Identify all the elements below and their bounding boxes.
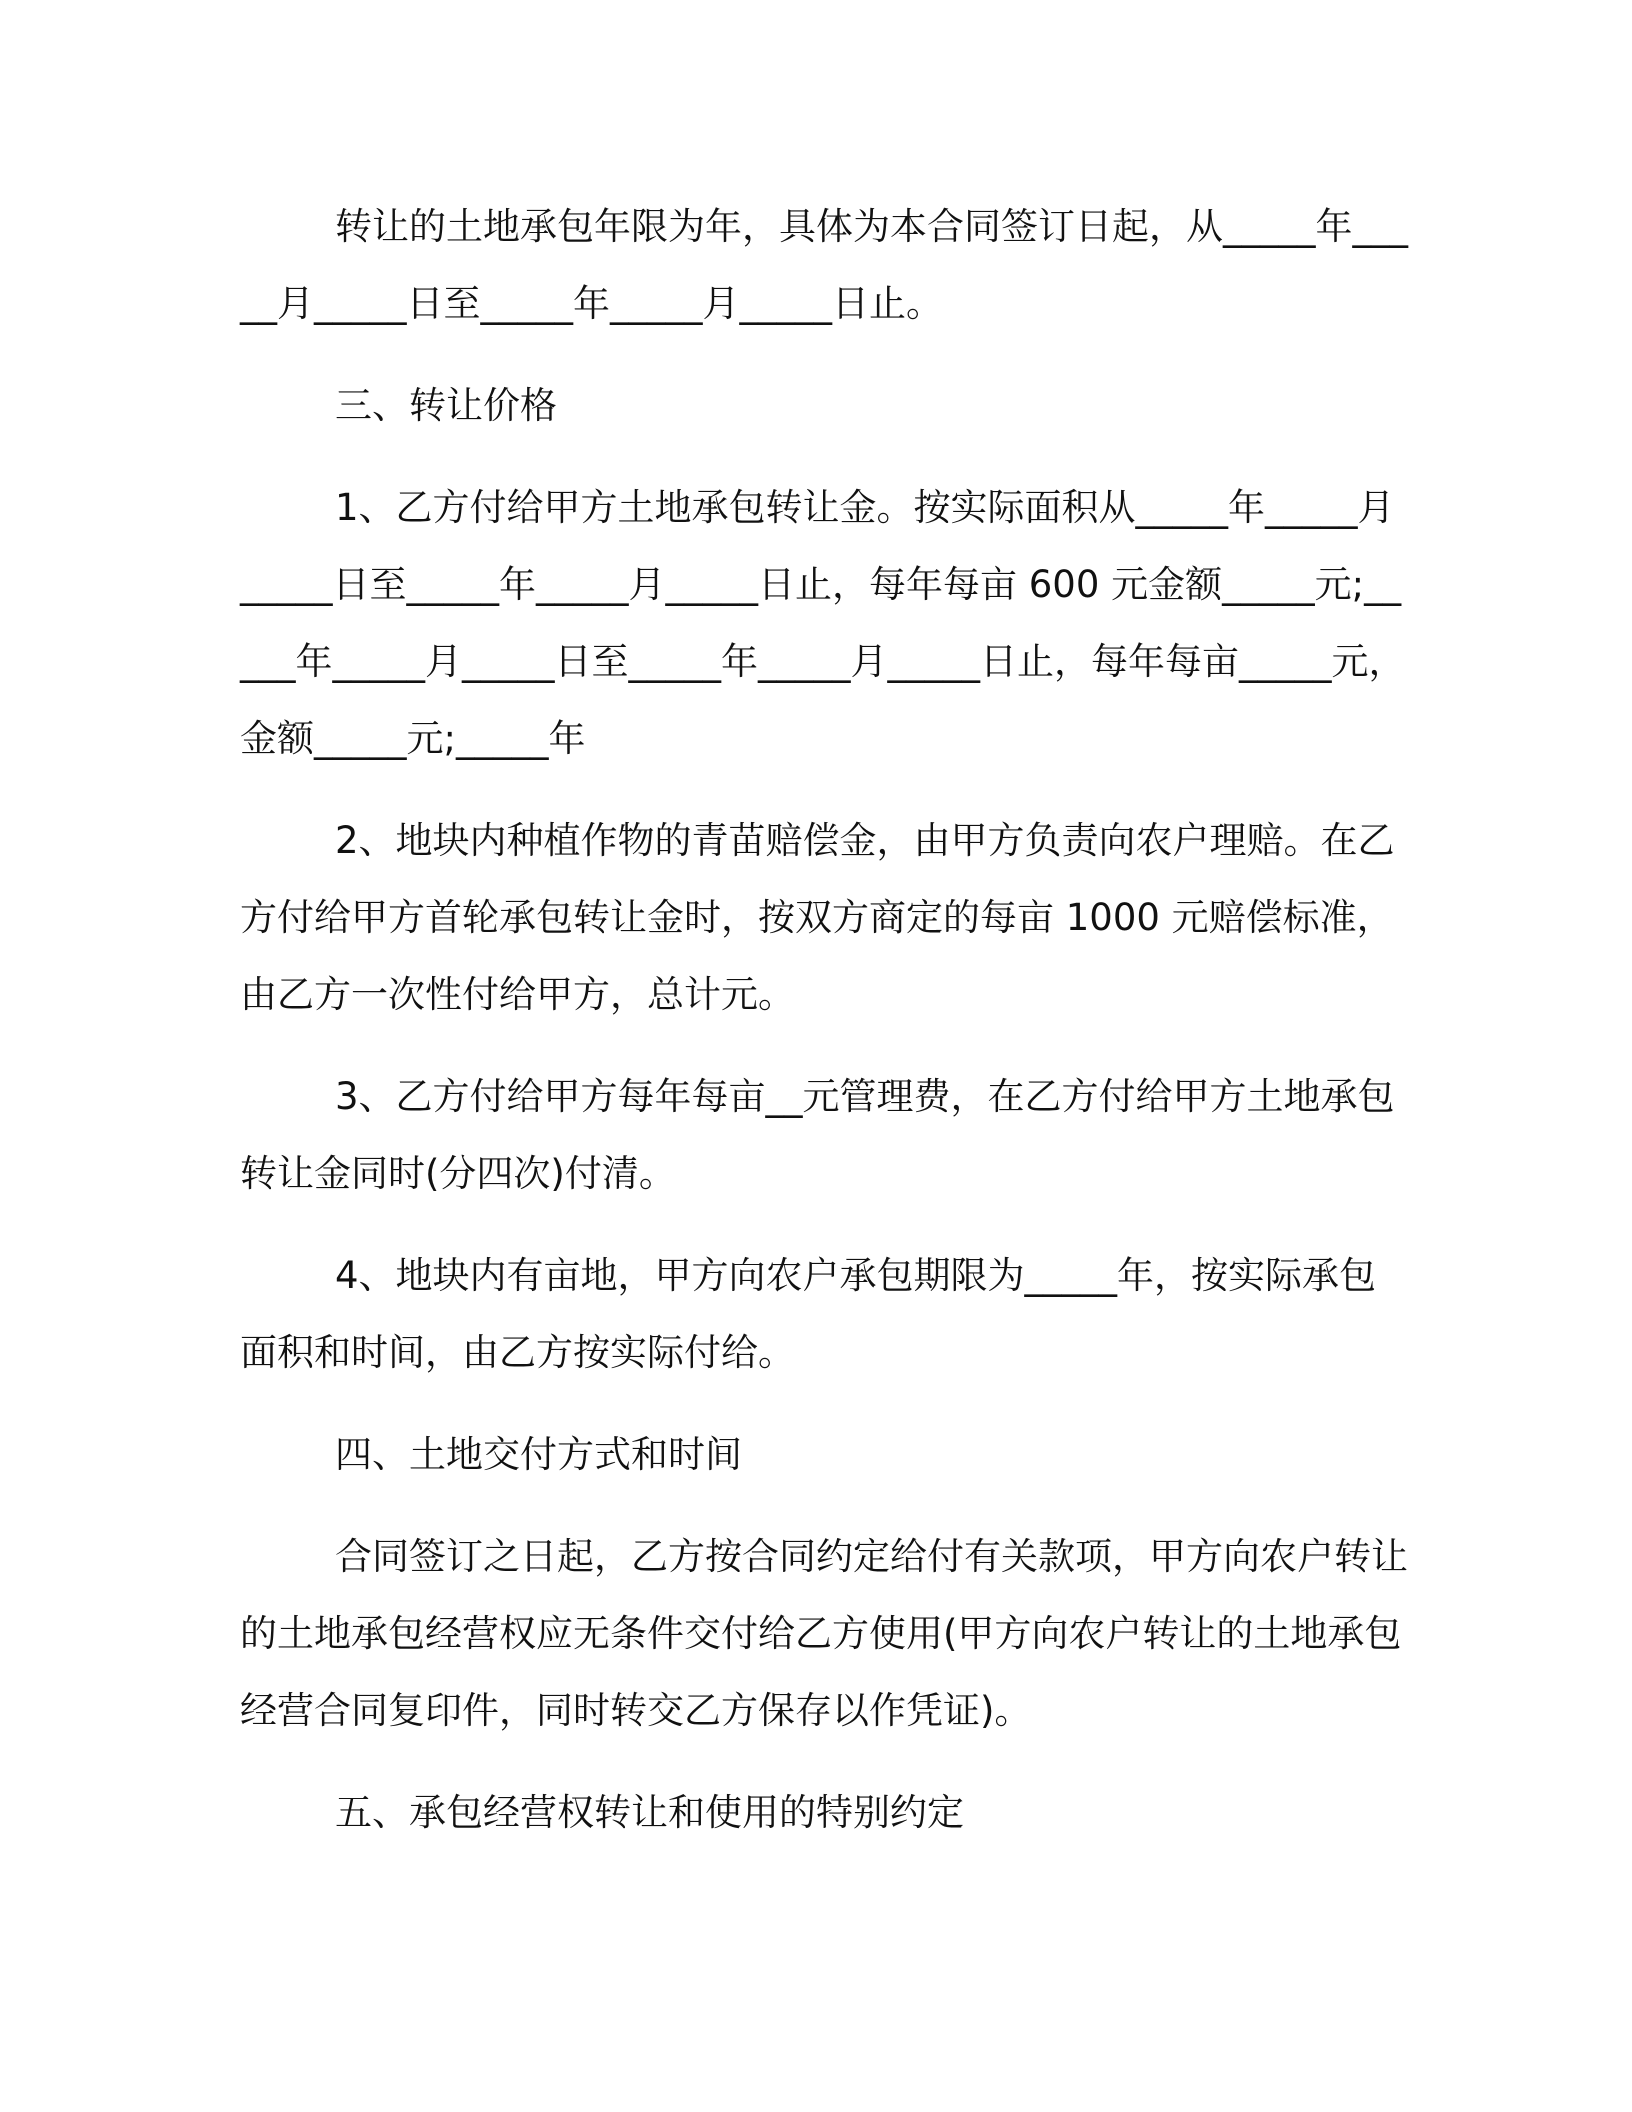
section-heading-delivery: 四、土地交付方式和时间: [335, 1433, 742, 1476]
paragraph-clause-1: 1、乙方付给甲方土地承包转让金。按实际面积从_____年_____月_____日至_____年_____月_____日止，每年每亩 600 元金额_____元;_____年_____月_____日至_____年_____月_____日止，每年每亩_____元，金额_____元;_____年: [240, 486, 1406, 760]
section-heading-special-terms: 五、承包经营权转让和使用的特别约定: [335, 1791, 964, 1834]
document-page: [240, 188, 1410, 1876]
section-heading-transfer-price: 三、转让价格: [335, 384, 557, 427]
paragraph-clause-4: 4、地块内有亩地，甲方向农户承包期限为_____年，按实际承包面积和时间，由乙方按实际付给。: [240, 1254, 1377, 1374]
paragraph-clause-2: 2、地块内种植作物的青苗赔偿金，由甲方负责向农户理赔。在乙方付给甲方首轮承包转让金时，按双方商定的每亩 1000 元赔偿标准，由乙方一次性付给甲方，总计元。: [240, 819, 1395, 1016]
paragraph-transfer-term: 转让的土地承包年限为年，具体为本合同签订日起，从_____年_____月_____日至_____年_____月_____日止。: [240, 205, 1408, 325]
paragraph-delivery: 合同签订之日起，乙方按合同约定给付有关款项，甲方向农户转让的土地承包经营权应无条件交付给乙方使用(甲方向农户转让的土地承包经营合同复印件，同时转交乙方保存以作凭证)。: [240, 1535, 1408, 1732]
paragraph-clause-3: 3、乙方付给甲方每年每亩__元管理费，在乙方付给甲方土地承包转让金同时(分四次)付清。: [240, 1075, 1395, 1195]
